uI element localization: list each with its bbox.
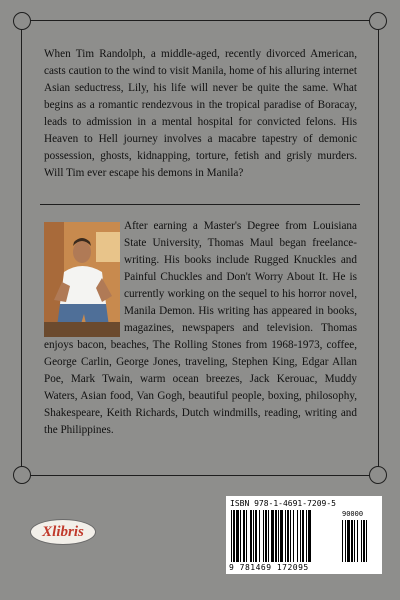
frame-corner-ornament — [369, 12, 387, 30]
author-bio-text: After earning a Master's Degree from Louisiana State University, Thomas Maul began freelance-writing. His books include Rugged Knuckles and Painful Chuckles and Don't Worry About It. He is currently working on the sequel to his horror novel, Manila Demon. His writing has appeared in books, magazines, newspapers and television. Thomas enjoys bacon, beaches, The Rolling Stones from 1968-1973, coffee, George Carlin, George Jones, traveling, Stephen King, Edgar Allan Poe, Mark Twain, warm ocean breezes, Jack Kerouac, Muddy Waters, Asian food, Van Gogh, beautiful people, boxing, philosophy, Shakespeare, Keith Richards, Dutch windmills, reading, writing and the Philippines. — [44, 220, 357, 436]
isbn-number: ISBN 978-1-4691-7209-5 — [230, 499, 336, 508]
price-code: 90000 — [342, 510, 364, 518]
photo-wrap-spacer — [44, 218, 124, 336]
section-divider — [40, 204, 360, 205]
book-blurb: When Tim Randolph, a middle-aged, recently divorced American, casts caution to the wind to visit Manila, home of his alluring internet Asian seductress, Lily, his life will never be quite the same. What begins as a romantic rendezvous in the tropical paradise of Boracay, leads to admission in a mental hospital for convicted felons. His Heaven to Hell journey involves a macabre tapestry of demonic possession, ghosts, kidnapping, torture, fetish and grisly murders. Will Tim ever escape his demons in Manila? — [44, 48, 357, 179]
ean-digits: 9 781469 172095 — [229, 563, 309, 572]
frame-corner-ornament — [369, 466, 387, 484]
publisher-name: Xlibris — [42, 523, 84, 540]
publisher-logo — [30, 519, 96, 545]
frame-corner-ornament — [13, 466, 31, 484]
isbn-barcode — [226, 496, 382, 574]
frame-corner-ornament — [13, 12, 31, 30]
author-bio — [44, 218, 357, 439]
